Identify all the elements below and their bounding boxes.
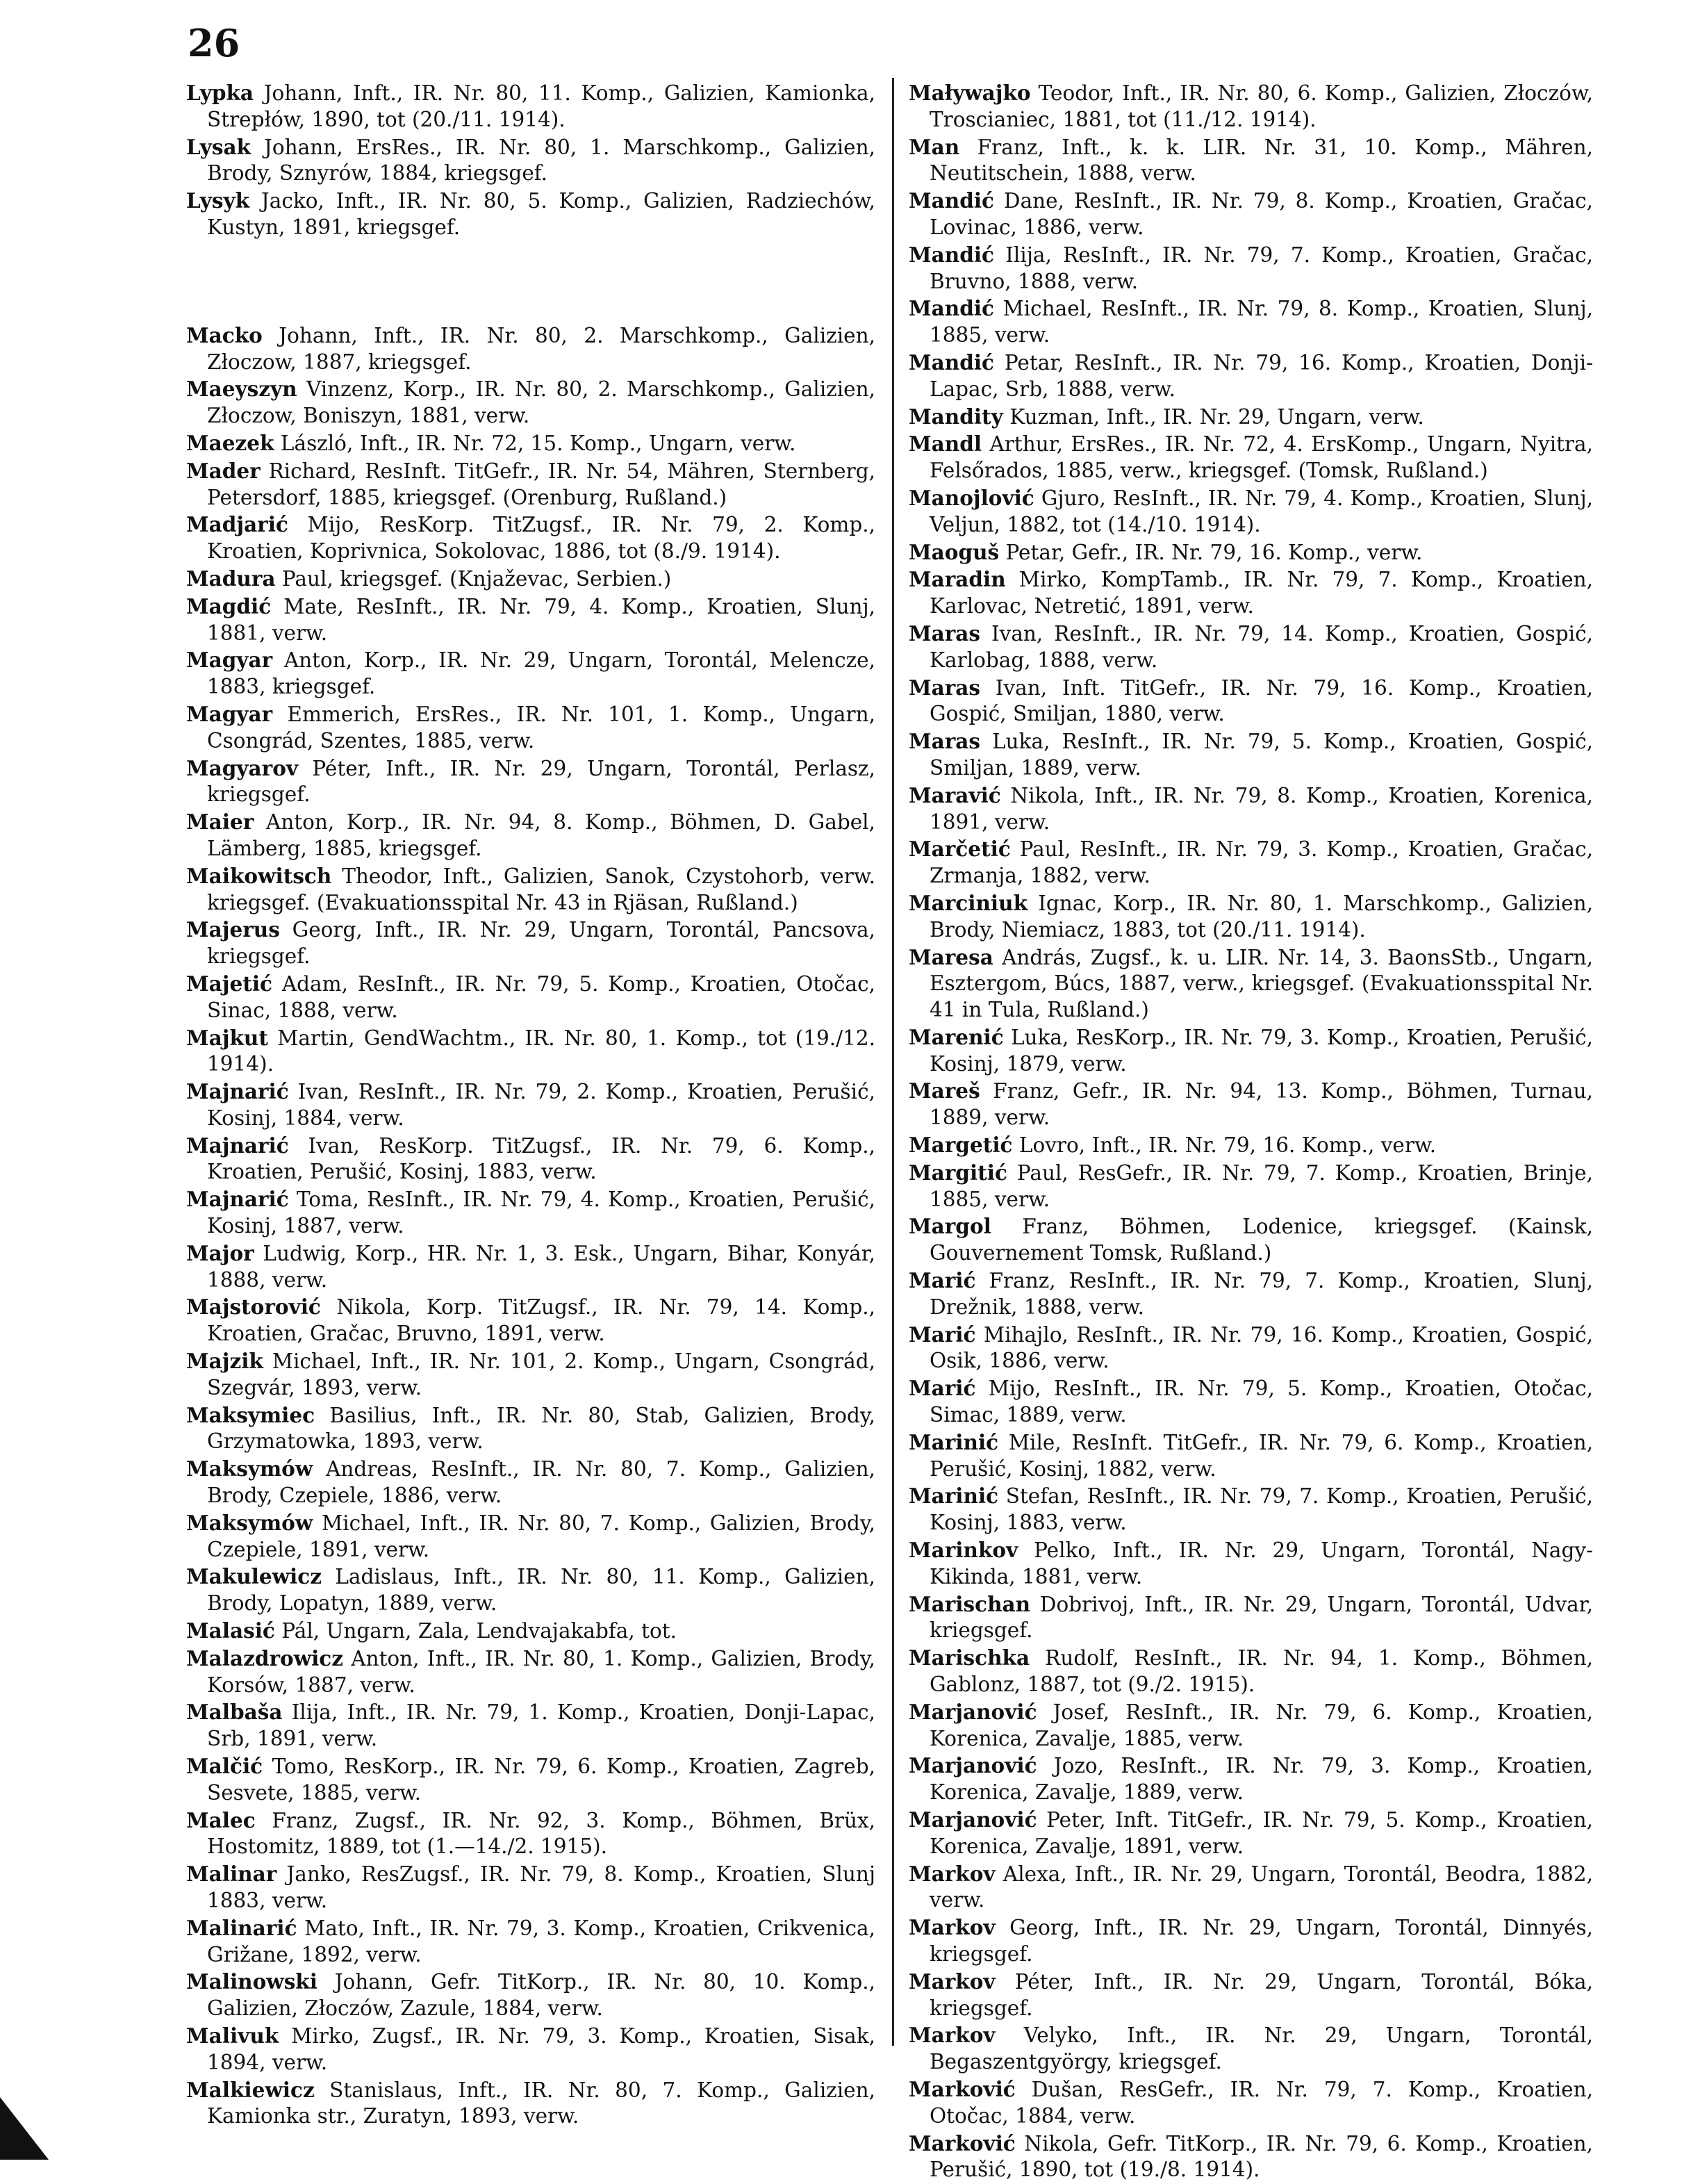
list-entry [909, 350, 1593, 403]
entry-surname: Margitić [909, 1160, 1007, 1185]
list-entry [909, 1807, 1593, 1860]
list-entry [186, 809, 875, 862]
entry-surname: Marjanović [909, 1807, 1037, 1832]
entry-details: Andreas, ResInft., IR. Nr. 80, 7. Komp., Galizien, Brody, Czepiele, 1886, verw. [207, 1457, 875, 1508]
list-entry [909, 1699, 1593, 1752]
entry-details: Dane, ResInft., IR. Nr. 79, 8. Komp., Kroatien, Gračac, Lovinac, 1886, verw. [930, 189, 1593, 239]
entry-details: Theodor, Inft., Galizien, Sanok, Czystohorb, verw. kriegsgef. (Evakuationsspital Nr. 43 in Rjäsan, Rußland.) [207, 864, 875, 914]
entry-surname: Majnarić [186, 1187, 289, 1212]
entry-surname: Manojlović [909, 485, 1034, 510]
list-entry [909, 188, 1593, 241]
entry-details: Ilija, ResInft., IR. Nr. 79, 7. Komp., Kroatien, Gračac, Bruvno, 1888, verw. [930, 243, 1593, 293]
entry-details: Dušan, ResGefr., IR. Nr. 79, 7. Komp., Kroatien, Otočac, 1884, verw. [930, 2077, 1593, 2128]
entry-surname: Majnarić [186, 1133, 289, 1158]
entry-details: Ludwig, Korp., HR. Nr. 1, 3. Esk., Ungarn, Bihar, Konyár, 1888, verw. [207, 1241, 875, 1292]
list-entry [909, 1132, 1593, 1159]
entry-surname: Malasić [186, 1618, 275, 1643]
entry-surname: Marjanović [909, 1753, 1037, 1778]
section-gap [186, 242, 875, 322]
entry-surname: Marić [909, 1376, 976, 1401]
entry-surname: Makulewicz [186, 1564, 322, 1589]
entry-details: András, Zugsf., k. u. LIR. Nr. 14, 3. BaonsStb., Ungarn, Esztergom, Búcs, 1887, verw., kriegsgef. (Evakuationsspital Nr. 41 in Tula, Rußland.) [930, 945, 1593, 1022]
entry-details: Mihajlo, ResInft., IR. Nr. 79, 16. Komp., Kroatien, Gospić, Osik, 1886, verw. [930, 1322, 1593, 1373]
list-entry [186, 1402, 875, 1456]
list-entry [186, 1699, 875, 1752]
list-entry [186, 430, 875, 457]
entry-surname: Malinarić [186, 1915, 297, 1940]
entry-details: Stefan, ResInft., IR. Nr. 79, 7. Komp., Kroatien, Perušić, Kosinj, 1883, verw. [930, 1484, 1593, 1535]
list-entry [909, 1267, 1593, 1321]
entry-details: Michael, Inft., IR. Nr. 101, 2. Komp., Ungarn, Csongrád, Szegvár, 1893, verw. [207, 1349, 875, 1399]
entry-surname: Mandić [909, 188, 995, 213]
list-entry [909, 134, 1593, 188]
entry-details: Arthur, ErsRes., IR. Nr. 72, 4. ErsKomp., Ungarn, Nyitra, Felsőrados, 1885, verw., kriegsgef. (Tomsk, Rußland.) [930, 432, 1593, 483]
list-entry [186, 134, 875, 188]
entry-surname: Marčetić [909, 837, 1011, 862]
list-entry [186, 188, 875, 241]
entry-details: Pelko, Inft., IR. Nr. 29, Ungarn, Torontál, Nagy-Kikinda, 1881, verw. [930, 1538, 1593, 1588]
list-entry [909, 1591, 1593, 1645]
entry-surname: Malbaša [186, 1700, 283, 1725]
entry-details: Franz, Inft., k. k. LIR. Nr. 31, 10. Komp., Mähren, Neutitschein, 1888, verw. [930, 135, 1593, 186]
entry-details: Jacko, Inft., IR. Nr. 80, 5. Komp., Galizien, Radziechów, Kustyn, 1891, kriegsgef. [207, 189, 875, 239]
entry-surname: Marjanović [909, 1699, 1037, 1724]
column-divider [892, 78, 894, 2046]
list-entry [186, 1240, 875, 1294]
list-entry [186, 1025, 875, 1078]
entry-surname: Marinić [909, 1429, 999, 1454]
entry-surname: Madjarić [186, 512, 288, 537]
entry-surname: Lysak [186, 134, 251, 159]
entry-surname: Marinić [909, 1484, 999, 1509]
entry-details: Nikola, Gefr. TitKorp., IR. Nr. 79, 6. Komp., Kroatien, Perušić, 1890, tot (19./8. 1914). [930, 2131, 1593, 2182]
list-entry [909, 1969, 1593, 2022]
entry-details: Péter, Inft., IR. Nr. 29, Ungarn, Torontál, Perlasz, kriegsgef. [207, 756, 875, 807]
entry-details: Péter, Inft., IR. Nr. 29, Ungarn, Torontál, Bóka, kriegsgef. [930, 1969, 1593, 2020]
entry-surname: Malazdrowicz [186, 1645, 344, 1670]
list-entry [186, 593, 875, 647]
entry-surname: Maływajko [909, 81, 1031, 105]
entry-details: Mirko, Zugsf., IR. Nr. 79, 3. Komp., Kroatien, Sisak, 1894, verw. [207, 2023, 875, 2074]
entry-surname: Maksymów [186, 1510, 313, 1535]
list-entry [909, 1213, 1593, 1267]
entry-details: Velyko, Inft., IR. Nr. 29, Ungarn, Torontál, Begaszentgyörgy, kriegsgef. [930, 2023, 1593, 2074]
entry-surname: Markov [909, 1915, 996, 1940]
list-entry [909, 1861, 1593, 1914]
list-entry [186, 647, 875, 700]
list-entry [186, 1969, 875, 2022]
entry-surname: Maikowitsch [186, 863, 332, 888]
entry-surname: Maras [909, 621, 981, 646]
list-entry [909, 2130, 1593, 2184]
entry-details: Johann, Inft., IR. Nr. 80, 2. Marschkomp., Galizien, Złoczow, 1887, kriegsgef. [207, 323, 875, 374]
list-entry [909, 566, 1593, 620]
entry-surname: Malčić [186, 1754, 263, 1779]
entry-details: Vinzenz, Korp., IR. Nr. 80, 2. Marschkomp., Galizien, Złoczow, Boniszyn, 1881, verw. [207, 377, 875, 428]
list-entry [186, 566, 875, 593]
entry-surname: Magyar [186, 701, 273, 726]
entry-details: Tomo, ResKorp., IR. Nr. 79, 6. Komp., Kroatien, Zagreb, Sesvete, 1885, verw. [207, 1755, 875, 1805]
entry-details: Johann, Inft., IR. Nr. 80, 11. Komp., Galizien, Kamionka, Strepłów, 1890, tot (20./11. 1914). [207, 81, 875, 131]
entry-details: Mato, Inft., IR. Nr. 79, 3. Komp., Kroatien, Crikvenica, Grižane, 1892, verw. [207, 1916, 875, 1967]
entry-surname: Maeyszyn [186, 377, 297, 402]
list-entry [909, 2022, 1593, 2076]
entry-surname: Mandić [909, 242, 995, 267]
entry-surname: Malinar [186, 1862, 277, 1887]
list-entry [186, 1133, 875, 1186]
list-entry [186, 701, 875, 755]
entry-details: Mate, ResInft., IR. Nr. 79, 4. Komp., Kroatien, Slunj, 1881, verw. [207, 594, 875, 645]
entry-details: Toma, ResInft., IR. Nr. 79, 4. Komp., Kroatien, Perušić, Kosinj, 1887, verw. [207, 1188, 875, 1238]
list-entry [186, 511, 875, 565]
entry-details: Janko, ResZugsf., IR. Nr. 79, 8. Komp., Kroatien, Slunj 1883, verw. [207, 1862, 875, 1912]
list-entry [909, 539, 1593, 566]
list-entry [186, 80, 875, 133]
entry-details: Jozo, ResInft., IR. Nr. 79, 3. Komp., Kroatien, Korenica, Zavalje, 1889, verw. [930, 1754, 1593, 1805]
entry-details: Paul, kriegsgef. (Knjaževac, Serbien.) [281, 566, 672, 591]
entry-details: Franz, Zugsf., IR. Nr. 92, 3. Komp., Böhmen, Brüx, Hostomitz, 1889, tot (1.—14./2. 1915). [207, 1808, 875, 1859]
list-entry [186, 1645, 875, 1699]
list-entry [909, 1429, 1593, 1483]
entry-surname: Magdić [186, 593, 272, 618]
entry-details: Paul, ResGefr., IR. Nr. 79, 7. Komp., Kroatien, Brinje, 1885, verw. [930, 1160, 1593, 1211]
entry-surname: Macko [186, 322, 263, 347]
entry-surname: Malkiewicz [186, 2077, 315, 2102]
list-entry [909, 1160, 1593, 1213]
entry-details: Ivan, Inft. TitGefr., IR. Nr. 79, 16. Komp., Kroatien, Gospić, Smiljan, 1880, verw. [930, 675, 1593, 726]
entry-surname: Markov [909, 2023, 996, 2048]
list-entry [909, 80, 1593, 133]
entry-details: Martin, GendWachtm., IR. Nr. 80, 1. Komp., tot (19./12. 1914). [207, 1026, 875, 1076]
list-entry [909, 1483, 1593, 1536]
list-entry [186, 1348, 875, 1402]
entry-surname: Maresa [909, 944, 993, 969]
entry-details: Lovro, Inft., IR. Nr. 79, 16. Komp., verw. [1018, 1133, 1437, 1158]
entry-surname: Maksymów [186, 1456, 313, 1481]
entry-details: Franz, Böhmen, Lodenice, kriegsgef. (Kainsk, Gouvernement Tomsk, Rußland.) [930, 1215, 1593, 1265]
entry-details: Richard, ResInft. TitGefr., IR. Nr. 54, Mähren, Sternberg, Petersdorf, 1885, kriegsgef. (Orenburg, Rußland.) [207, 459, 875, 509]
entry-details: Ladislaus, Inft., IR. Nr. 80, 11. Komp., Galizien, Brody, Lopatyn, 1889, verw. [207, 1565, 875, 1616]
list-entry [909, 944, 1593, 1024]
entry-surname: Marciniuk [909, 890, 1028, 915]
scan-corner-mark [0, 2097, 49, 2160]
entry-details: Johann, ErsRes., IR. Nr. 80, 1. Marschkomp., Galizien, Brody, Sznyrów, 1884, kriegsgef. [207, 135, 875, 186]
entry-details: Josef, ResInft., IR. Nr. 79, 6. Komp., Kroatien, Korenica, Zavalje, 1885, verw. [930, 1700, 1593, 1750]
list-entry [909, 295, 1593, 349]
list-entry [186, 458, 875, 511]
entry-details: Teodor, Inft., IR. Nr. 80, 6. Komp., Galizien, Złoczów, Troscianiec, 1881, tot (11./12. 1914). [930, 81, 1593, 131]
left-column [186, 80, 875, 2130]
entry-details: Michael, ResInft., IR. Nr. 79, 8. Komp., Kroatien, Slunj, 1885, verw. [930, 297, 1593, 347]
entry-surname: Maradin [909, 567, 1006, 592]
list-entry [186, 2023, 875, 2076]
list-entry [909, 890, 1593, 944]
entry-surname: Malec [186, 1807, 256, 1832]
entry-surname: Marković [909, 2076, 1016, 2101]
entry-details: Rudolf, ResInft., IR. Nr. 94, 1. Komp., Böhmen, Gablonz, 1887, tot (9./2. 1915). [930, 1646, 1593, 1697]
entry-details: Petar, ResInft., IR. Nr. 79, 16. Komp., Kroatien, Donji-Lapac, Srb, 1888, verw. [930, 350, 1593, 401]
entry-surname: Maras [909, 729, 981, 754]
entry-details: Pál, Ungarn, Zala, Lendvajakabfa, tot. [281, 1619, 677, 1643]
list-entry [186, 1078, 875, 1132]
list-entry [186, 1753, 875, 1807]
entry-details: Ivan, ResInft., IR. Nr. 79, 2. Komp., Kroatien, Perušić, Kosinj, 1884, verw. [207, 1080, 875, 1130]
list-entry [909, 1537, 1593, 1591]
entry-surname: Man [909, 134, 960, 159]
entry-surname: Lysyk [186, 188, 250, 213]
list-entry [186, 1861, 875, 1914]
entry-details: Anton, Korp., IR. Nr. 94, 8. Komp., Böhmen, D. Gabel, Lämberg, 1885, kriegsgef. [207, 810, 875, 860]
entry-surname: Mandić [909, 350, 995, 375]
list-entry [909, 782, 1593, 836]
list-entry [186, 1915, 875, 1969]
entry-details: László, Inft., IR. Nr. 72, 15. Komp., Ungarn, verw. [280, 431, 796, 455]
entry-details: Emmerich, ErsRes., IR. Nr. 101, 1. Komp., Ungarn, Csongrád, Szentes, 1885, verw. [207, 702, 875, 753]
entry-details: Mirko, KompTamb., IR. Nr. 79, 7. Komp., Kroatien, Karlovac, Netretić, 1891, verw. [930, 568, 1593, 618]
entry-surname: Maksymiec [186, 1402, 315, 1427]
list-entry [186, 917, 875, 970]
list-entry [186, 376, 875, 429]
entry-details: Ignac, Korp., IR. Nr. 80, 1. Marschkomp., Galizien, Brody, Niemiacz, 1883, tot (20./11. 1914). [930, 891, 1593, 942]
list-entry [909, 1914, 1593, 1968]
entry-details: Ilija, Inft., IR. Nr. 79, 1. Komp., Kroatien, Donji-Lapac, Srb, 1891, verw. [207, 1700, 875, 1751]
entry-details: Kuzman, Inft., IR. Nr. 29, Ungarn, verw. [1009, 404, 1424, 429]
right-column [909, 80, 1593, 2184]
list-entry [186, 1294, 875, 1347]
entry-details: Ivan, ResInft., IR. Nr. 79, 14. Komp., Kroatien, Gospić, Karlobag, 1888, verw. [930, 621, 1593, 672]
list-entry [186, 755, 875, 809]
page-number: 26 [188, 21, 240, 65]
entry-surname: Majnarić [186, 1079, 289, 1104]
entry-surname: Marenić [909, 1024, 1004, 1049]
entry-surname: Marinkov [909, 1538, 1018, 1563]
entry-surname: Maoguš [909, 539, 1000, 564]
entry-surname: Majstorović [186, 1295, 321, 1320]
list-entry [909, 2076, 1593, 2130]
entry-details: Nikola, Inft., IR. Nr. 79, 8. Komp., Kroatien, Korenica, 1891, verw. [930, 783, 1593, 834]
list-entry [186, 971, 875, 1024]
entry-details: Paul, ResInft., IR. Nr. 79, 3. Komp., Kroatien, Gračac, Zrmanja, 1882, verw. [930, 837, 1593, 888]
entry-surname: Madura [186, 566, 276, 591]
entry-details: Georg, Inft., IR. Nr. 29, Ungarn, Torontál, Pancsova, kriegsgef. [207, 918, 875, 969]
entry-details: Anton, Korp., IR. Nr. 29, Ungarn, Torontál, Melencze, 1883, kriegsgef. [207, 648, 875, 699]
entry-surname: Major [186, 1240, 254, 1265]
entry-surname: Majerus [186, 917, 280, 942]
entry-surname: Marić [909, 1268, 976, 1293]
entry-details: Mile, ResInft. TitGefr., IR. Nr. 79, 6. Komp., Kroatien, Perušić, Kosinj, 1882, verw. [930, 1430, 1593, 1481]
entry-surname: Malinowski [186, 1969, 317, 1994]
entry-surname: Maravić [909, 782, 1001, 807]
entry-surname: Mandity [909, 404, 1003, 429]
entry-details: Johann, Gefr. TitKorp., IR. Nr. 80, 10. Komp., Galizien, Złoczów, Zazule, 1884, verw. [207, 1970, 875, 2021]
list-entry [909, 404, 1593, 431]
entry-details: Luka, ResKorp., IR. Nr. 79, 3. Komp., Kroatien, Perušić, Kosinj, 1879, verw. [930, 1025, 1593, 1076]
entry-details: Luka, ResInft., IR. Nr. 79, 5. Komp., Kroatien, Gospić, Smiljan, 1889, verw. [930, 730, 1593, 780]
entry-surname: Mandl [909, 432, 982, 457]
list-entry [186, 1186, 875, 1240]
entry-surname: Mareš [909, 1078, 980, 1103]
entry-surname: Marić [909, 1322, 976, 1347]
entry-surname: Majkut [186, 1025, 268, 1050]
entry-details: Dobrivoj, Inft., IR. Nr. 29, Ungarn, Torontál, Udvar, kriegsgef. [930, 1592, 1593, 1643]
entry-surname: Lypka [186, 81, 254, 105]
entry-surname: Marischan [909, 1591, 1031, 1616]
entry-surname: Markov [909, 1969, 996, 1994]
entry-details: Mijo, ResKorp. TitZugsf., IR. Nr. 79, 2. Komp., Kroatien, Koprivnica, Sokolovac, 1886, tot (8./9. 1914). [207, 513, 875, 564]
entry-details: Georg, Inft., IR. Nr. 29, Ungarn, Torontál, Dinnyés, kriegsgef. [930, 1916, 1593, 1966]
entry-surname: Majetić [186, 971, 273, 996]
list-entry [186, 322, 875, 376]
entry-surname: Majzik [186, 1349, 263, 1374]
entry-surname: Malivuk [186, 2023, 279, 2048]
entry-surname: Magyar [186, 648, 273, 673]
list-entry [909, 621, 1593, 674]
entry-surname: Markov [909, 1861, 996, 1886]
entry-surname: Marković [909, 2130, 1016, 2156]
list-entry [186, 1456, 875, 1509]
list-entry [909, 485, 1593, 539]
list-entry [186, 1510, 875, 1563]
entry-details: Ivan, ResKorp. TitZugsf., IR. Nr. 79, 6. Komp., Kroatien, Perušić, Kosinj, 1883, verw. [207, 1133, 875, 1184]
entry-details: Franz, Gefr., IR. Nr. 94, 13. Komp., Böhmen, Turnau, 1889, verw. [930, 1079, 1593, 1130]
list-entry [909, 1375, 1593, 1429]
list-entry [909, 728, 1593, 782]
entry-details: Petar, Gefr., IR. Nr. 79, 16. Komp., verw. [1005, 540, 1423, 564]
list-entry [909, 1024, 1593, 1078]
list-entry [909, 1078, 1593, 1131]
list-entry [909, 242, 1593, 295]
entry-surname: Magyarov [186, 755, 299, 780]
list-entry [186, 1618, 875, 1645]
entry-surname: Mader [186, 458, 261, 483]
entry-details: Gjuro, ResInft., IR. Nr. 79, 4. Komp., Kroatien, Slunj, Veljun, 1882, tot (14./10. 1914). [930, 486, 1593, 536]
list-entry [909, 1645, 1593, 1698]
list-entry [909, 1322, 1593, 1375]
entry-details: Basilius, Inft., IR. Nr. 80, Stab, Galizien, Brody, Grzymatowka, 1893, verw. [207, 1403, 875, 1454]
list-entry [186, 1563, 875, 1617]
list-entry [186, 863, 875, 917]
entry-surname: Maier [186, 810, 254, 835]
entry-details: Franz, ResInft., IR. Nr. 79, 7. Komp., Kroatien, Slunj, Drežnik, 1888, verw. [930, 1269, 1593, 1319]
entry-details: Alexa, Inft., IR. Nr. 29, Ungarn, Torontál, Beodra, 1882, verw. [930, 1862, 1593, 1912]
entry-details: Adam, ResInft., IR. Nr. 79, 5. Komp., Kroatien, Otočac, Sinac, 1888, verw. [207, 971, 875, 1022]
entry-details: Anton, Inft., IR. Nr. 80, 1. Komp., Galizien, Brody, Korsów, 1887, verw. [207, 1646, 875, 1697]
entry-surname: Margetić [909, 1133, 1013, 1158]
list-entry [909, 836, 1593, 889]
entry-surname: Margol [909, 1214, 991, 1239]
list-entry [186, 1807, 875, 1861]
entry-surname: Maras [909, 675, 981, 700]
entry-details: Michael, Inft., IR. Nr. 80, 7. Komp., Galizien, Brody, Czepiele, 1891, verw. [207, 1511, 875, 1561]
entry-surname: Maezek [186, 430, 274, 455]
entry-details: Nikola, Korp. TitZugsf., IR. Nr. 79, 14. Komp., Kroatien, Gračac, Bruvno, 1891, verw. [207, 1295, 875, 1346]
entry-surname: Mandić [909, 296, 995, 321]
entry-details: Stanislaus, Inft., IR. Nr. 80, 7. Komp., Galizien, Kamionka str., Zuratyn, 1893, verw. [207, 2078, 875, 2128]
entry-surname: Marischka [909, 1645, 1030, 1670]
entry-details: Peter, Inft. TitGefr., IR. Nr. 79, 5. Komp., Kroatien, Korenica, Zavalje, 1891, verw. [930, 1808, 1593, 1858]
list-entry [909, 675, 1593, 728]
list-entry [909, 431, 1593, 484]
list-entry [186, 2077, 875, 2130]
entry-details: Mijo, ResInft., IR. Nr. 79, 5. Komp., Kroatien, Otočac, Simac, 1889, verw. [930, 1377, 1593, 1427]
list-entry [909, 1752, 1593, 1806]
